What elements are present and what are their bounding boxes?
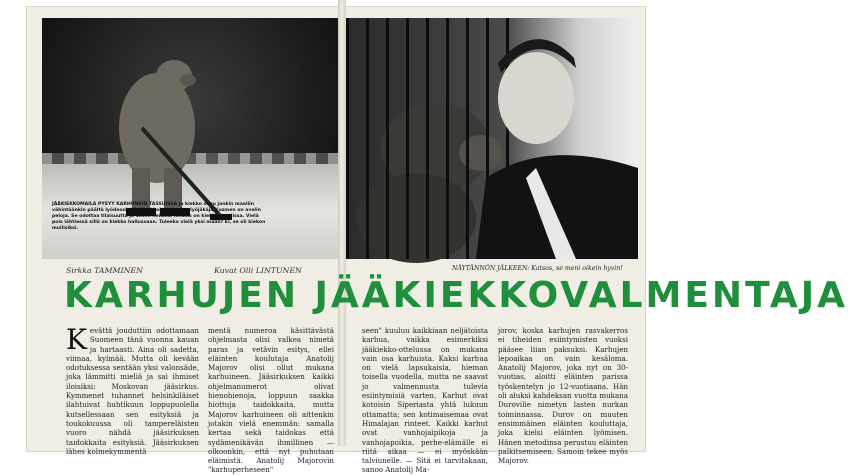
byline-photographer: Kuvat Olli LINTUNEN — [214, 266, 302, 275]
photo-trainer-with-bear — [346, 18, 638, 259]
article-headline: KARHUJEN JÄÄKIEKKOVALMENTAJA — [64, 275, 848, 316]
photo-right-caption: NÄYTÄNNÖN JÄLKEEN: Katsos, se meni oikein hyvin! — [452, 265, 623, 272]
photo-bear-playing-hockey — [42, 18, 338, 259]
article-column-3: seen" kuuluu kaikkiaan neljätoista karhua, vaikka esimerkiksi jääkiekko-ottelussa on mukana vain osa karhuista. Kaksi karhua on vielä lapsukaisia, hieman toisella vuodella, mutta ne saavat jo valmennusta tulevia esiintymisiä varten. Karhut ovat kotoisin Siperiasta yhtä lukuun ottamatta; sen kotimaisemaa ovat Himalajan rinteet. Kaikki karhut ovat vanhojaipikoja ja vanhojapoikia, perhe-elämälle ei riitä aikaa — ei myöskään talviunelle. — Sitä ei tarvitakaan, sanoo Anatolij Ma- — [362, 326, 488, 475]
drop-cap: K — [66, 323, 87, 356]
byline-author: Sirkka TAMMINEN — [66, 266, 143, 275]
article-column-4: jorov, koska karhujen rasvakerros ei tiheiden esiintymisten vuoksi pääsee liian paksuksi. Karhujen lepoaikaa on vain kesäloma. Anatolij Majorov, joka nyt on 30-vuotias, aloitti eläinten parissa työskentelyn jo 12-vuotiaana. Hän oli aluksi kahdeksan vuotta mukana Durovilie nimetyn lasten nurkan toiminnassa. Durov on muuten ensimmäinen eläinten kouluttaja, joka kielsi eläinten lyömisen. Hänen metodinsa perustuu eläinten palkitsemiseen. Samoin tekee myös Majorov. — [498, 326, 628, 466]
photo-left-caption: JÄÄKIEKKOMAILA PYSYY KARHUNKIN TASSUISSA ja kiekko osuu jonkin maaliin vähintäänkin päältä lyödessä. Yksijuokkoinen kookaslyöjäkäjä Kuzmen on avelin peloja. Se odottaa tilaisuutta ja sitten heiskis, heiskis on kiekko maalissa. Vielä pois lähtiessä sillä on kiekko hallussaan. Tuleeko vielä yksi maali? Ei, se oli kiekon muilisiksi. — [52, 202, 266, 231]
page-gutter — [338, 0, 346, 446]
bear-with-hockey-stick-illustration — [82, 48, 232, 223]
trainer-portrait-illustration — [466, 18, 638, 259]
article-column-1-text: evättä jouduttiin odottamaan Suomeen tänä vuonna kauan ja hartaasti. Aina oli sadetta, viimaa, kylmää. Mutta oli kevään odotuksessa sentään yksi valonsäde, joka lämmitti mieliä ja sai ihmiset iloisiksi: Moskovan jääsirkus. Kymmenet tuhannet helsinkiläiset ilahtuivat huhtikuun loppupuolella kutsellessaan sen esityksiä ja toukokuussa oli tampereläisten vuoro nähdä jääsirkuksen taidokkaita esityksiä. Jääsirkuksen lähes kolmekymmentä — [66, 326, 199, 456]
article-column-2: mentä numeroa käsittävästä ohjelmasta olisi valkea nimetä paras ja vetävin esitys, ellei eläinten koulutaja Anatolij Majorov olisi ollut mukana karhuineen. Jääsirkuksen kaikki ohjelmanumerot olivat hienohienoja, loppuun saakka hiottuja taidokkaita, mutta Majorov karhuineen oli aittenkin jotakin vielä enemmän: samalla kertaa sekä taidokas että sydämenikävän ihmillinen — olkoonkin, että nyt puhutaan eläimistä. Anatolij Majorovin "karhuperheseen" — [208, 326, 334, 475]
article-column-1 — [66, 323, 199, 456]
